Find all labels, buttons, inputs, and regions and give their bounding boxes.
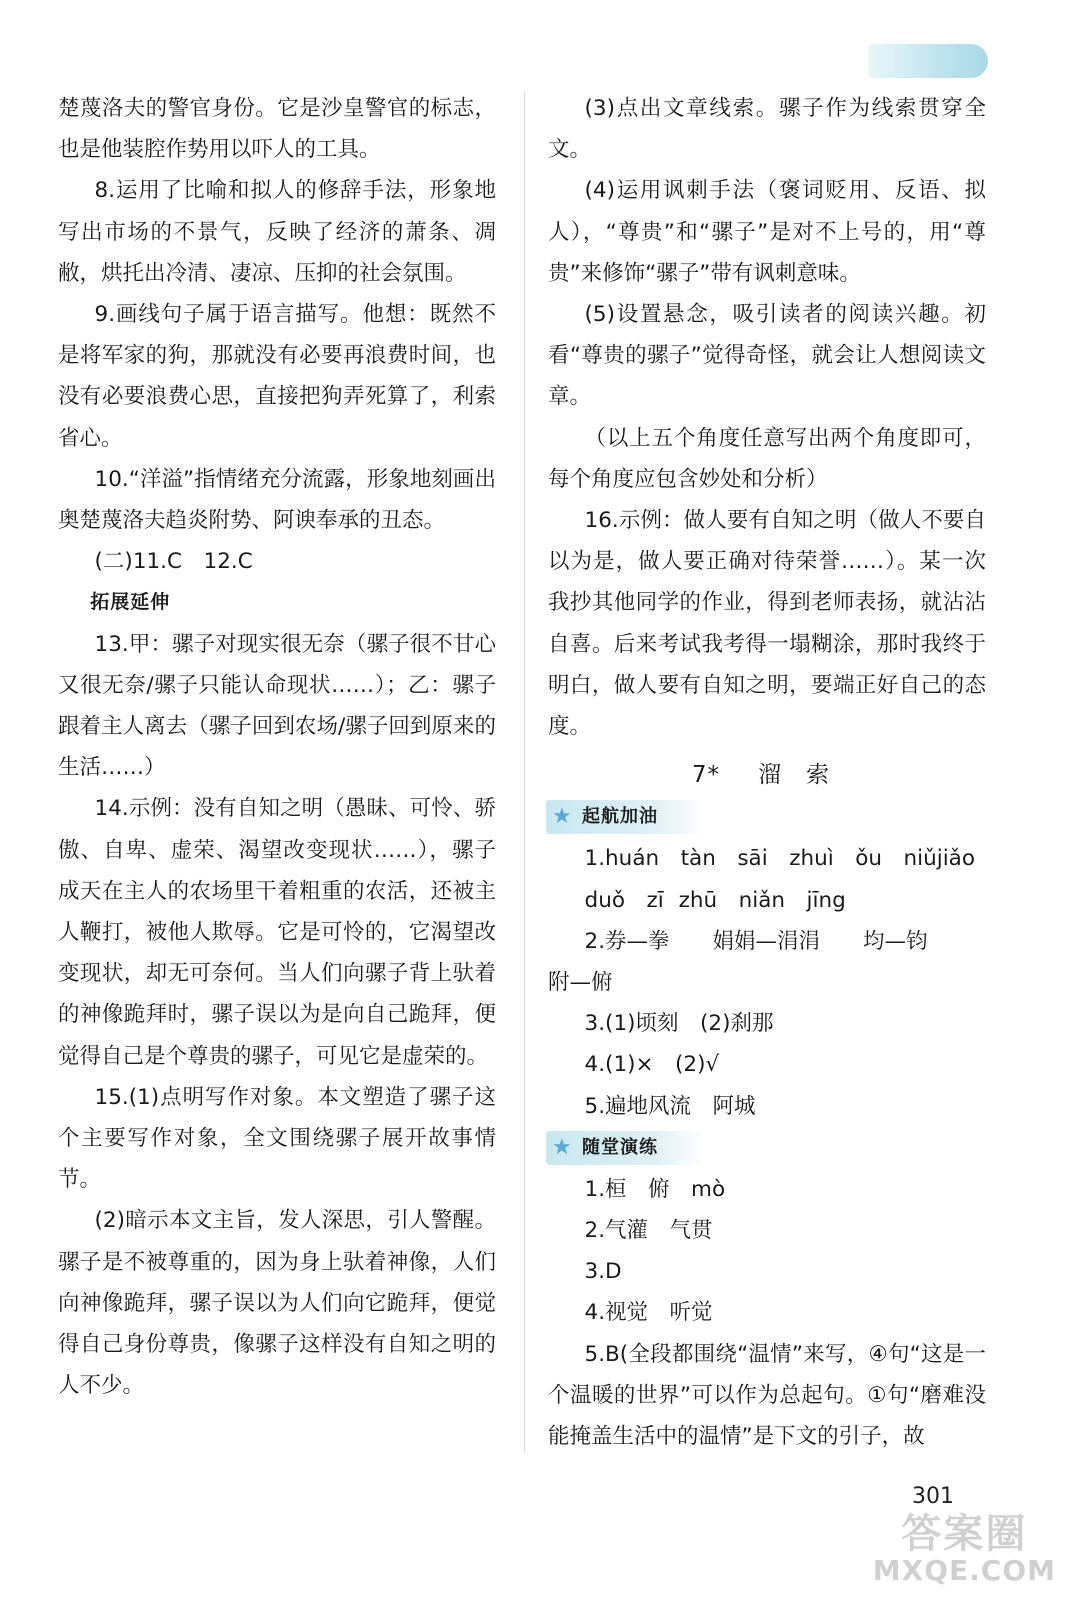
left-column — [58, 88, 496, 1407]
corner-decoration — [868, 44, 988, 78]
practice-q3: 3.D — [584, 1259, 622, 1285]
answer-15-1: 15.(1)点明写作对象。本文塑造了骡子这个主要写作对象，全文围绕骡子展开故事情节。 — [58, 1084, 496, 1193]
answer-q4: 4.(1)× (2)√ — [584, 1052, 720, 1078]
answer-16: 16.示例：做人要有自知之明（做人不要自以为是，做人要正确对待荣誉……）。某一次我抄其他同学的作业，得到老师表扬，就沾沾自喜。后来考试我考得一塌糊涂，那时我终于明白，做人要有自知之明，要端正好自己的态度。 — [548, 508, 986, 740]
answer-15-4: (4)运用讽刺手法（褒词贬用、反语、拟人），“尊贵”和“骡子”是对不上号的，用“尊贵”来修饰“骡子”带有讽刺意味。 — [548, 178, 986, 286]
watermark-url: MXQE.COM — [872, 1554, 1056, 1587]
star-icon: ★ — [552, 1134, 572, 1160]
practice-q2: 2.气灌 气贯 — [584, 1218, 713, 1244]
practice-q5: 5.B(全段都围绕“温情”来写，④句“这是一个温暖的世界”可以作为总起句。①句“磨难没能掩盖生活中的温情”是下文的引子，故 — [548, 1341, 986, 1450]
answer-8: 8.运用了比喻和拟人的修辞手法，形象地写出市场的不景气，反映了经济的萧条、凋敝，烘托出冷清、凄凉、压抑的社会氛围。 — [58, 178, 496, 286]
section-banner-practice — [546, 1131, 704, 1165]
answer-q2: 2.券—拳 娟娟—涓涓 均—钧 — [584, 928, 928, 954]
section-banner-start — [546, 800, 704, 834]
answer-13: 13.甲：骡子对现实很无奈（骡子很不甘心又很无奈/骡子只能认命现状……）；乙：骡子跟着主人离去（骡子回到农场/骡子回到原来的生活……） — [58, 631, 496, 781]
section-heading-extend: 拓展延伸 — [90, 591, 171, 614]
practice-q1: 1.桓 俯 mò — [584, 1176, 726, 1202]
watermark-logo: 答案圈 — [901, 1511, 1028, 1557]
lesson-title-char: 溜 — [758, 762, 783, 789]
answer-15-2: (2)暗示本文主旨，发人深思，引人警醒。骡子是不被尊重的，因为身上驮着神像，人们向神像跪拜，骡子误以为人们向它跪拜，便觉得自己身份尊贵，像骡子这样没有自知之明的人不少。 — [58, 1208, 496, 1399]
star-icon: ★ — [552, 804, 572, 830]
answer-paragraph: 楚蔑洛夫的警官身份。它是沙皇警官的标志，也是他装腔作势用以吓人的工具。 — [58, 96, 496, 163]
answer-15-note: （以上五个角度任意写出两个角度即可，每个角度应包含妙处和分析） — [548, 425, 986, 492]
lesson-number: 7* — [691, 762, 721, 789]
banner-label: 随堂演练 — [582, 1136, 658, 1158]
answer-15-5: (5)设置悬念，吸引读者的阅读兴趣。初看“尊贵的骡子”觉得奇怪，就会让人想阅读文章。 — [548, 302, 986, 410]
column-divider — [524, 92, 525, 1452]
answer-15-3: (3)点出文章线索。骡子作为线索贯穿全文。 — [548, 96, 986, 163]
right-column — [548, 88, 986, 1457]
answer-14: 14.示例：没有自知之明（愚昧、可怜、骄傲、自卑、虚荣、渴望改变现状……），骡子成天在主人的农场里干着粗重的农活，还被主人鞭打，被他人欺辱。它是可怜的，它渴望改变现状，却无可奈何。当人们向骡子背上驮着的神像跪拜时，骡子误以为是向自己跪拜，便觉得自己是个尊贵的骡子，可见它是虚荣的。 — [58, 796, 496, 1069]
lesson-title — [548, 755, 986, 796]
answer-q2-cont: 附—俯 — [548, 970, 613, 996]
answer-q3: 3.(1)顷刻 (2)刹那 — [584, 1011, 774, 1037]
lesson-title-char: 索 — [806, 762, 831, 789]
pinyin-q1-line2: duǒ zī zhū niǎn jīng — [584, 887, 846, 913]
practice-q4: 4.视觉 听觉 — [584, 1300, 713, 1326]
answer-q5: 5.遍地风流 阿城 — [584, 1093, 756, 1119]
pinyin-q1-line1: 1.huán tàn sāi zhuì ǒu niǔjiǎo — [584, 846, 975, 872]
page-number: 301 — [912, 1484, 954, 1509]
answer-11-12: (二)11.C 12.C — [94, 549, 253, 575]
banner-label: 起航加油 — [582, 806, 658, 828]
answer-10: 10.“洋溢”指情绪充分流露，形象地刻画出奥楚蔑洛夫趋炎附势、阿谀奉承的丑态。 — [58, 466, 496, 534]
watermark — [873, 1512, 1056, 1586]
answer-9: 9.画线句子属于语言描写。他想：既然不是将军家的狗，那就没有必要再浪费时间，也没有必要浪费心思，直接把狗弄死算了，利索省心。 — [58, 302, 496, 451]
